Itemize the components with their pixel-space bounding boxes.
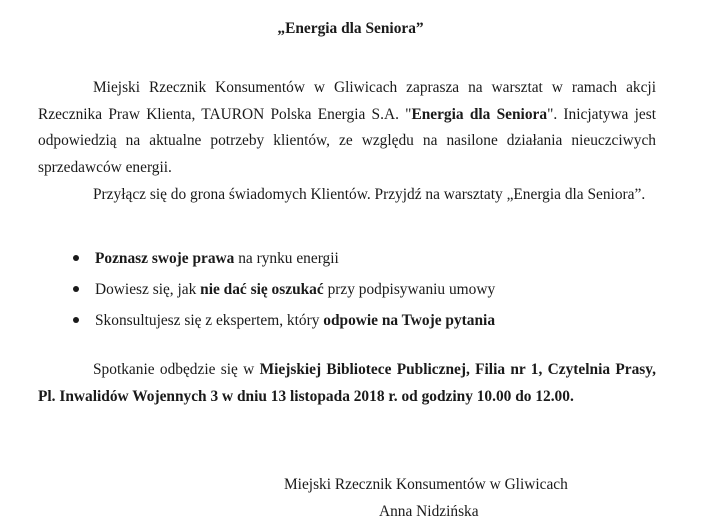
intro-text-part1: Miejski Rzecznik Konsumentów w Gliwicach zaprasza na warsztat w ramach akcji Rzecznika Praw Klienta, TAURON Polska Energia S.A. " [38,79,656,123]
intro-text-part2: ". Inicjatywa jest odpowiedzią na aktualne potrzeby klientów, ze względu na nasilone działania nieuczciwych sprzedawców energii. [38,105,656,176]
bullet-icon [73,255,79,261]
signature-block [284,471,584,525]
bullet-3-start: Skonsultujesz się z ekspertem, który [95,312,324,329]
intro-text-bold: Energia dla Seniora [411,105,548,123]
signature-office: Miejski Rzecznik Konsumentów w Gliwicach [284,476,568,493]
signature-name: Anna Nidzińska [379,503,479,520]
meeting-text-normal: Spotkanie odbędzie się w [93,361,260,378]
bullet-icon [73,286,79,292]
list-item [38,274,656,305]
invitation-paragraph: Przyłącz się do grona świadomych Klientów. Przyjdź na warsztaty „Energia dla Seniora”. [93,186,646,203]
bullet-2-rest: przy podpisywaniu umowy [323,281,496,298]
meeting-paragraph [38,357,656,410]
intro-paragraph [38,75,656,181]
bullet-2-start: Dowiesz się, jak [95,281,201,298]
list-item [38,243,656,274]
meeting-text-bold: Miejskiej Bibliotece Publicznej, Filia nr 1, Czytelnia Prasy, Pl. Inwalidów Wojennych 3 w dniu 13 listopada 2018 r. od godziny 10.00 do 12.00. [38,361,656,405]
benefits-list [38,243,656,336]
bullet-1-rest: na rynku energii [234,250,339,267]
bullet-icon [73,317,79,323]
document-title: „Energia dla Seniora” [277,20,424,37]
list-item [38,305,656,336]
bullet-2-bold: nie dać się oszukać [200,281,324,298]
bullet-3-bold: odpowie na Twoje pytania [323,312,496,329]
bullet-1-bold: Poznasz swoje prawa [95,250,235,267]
